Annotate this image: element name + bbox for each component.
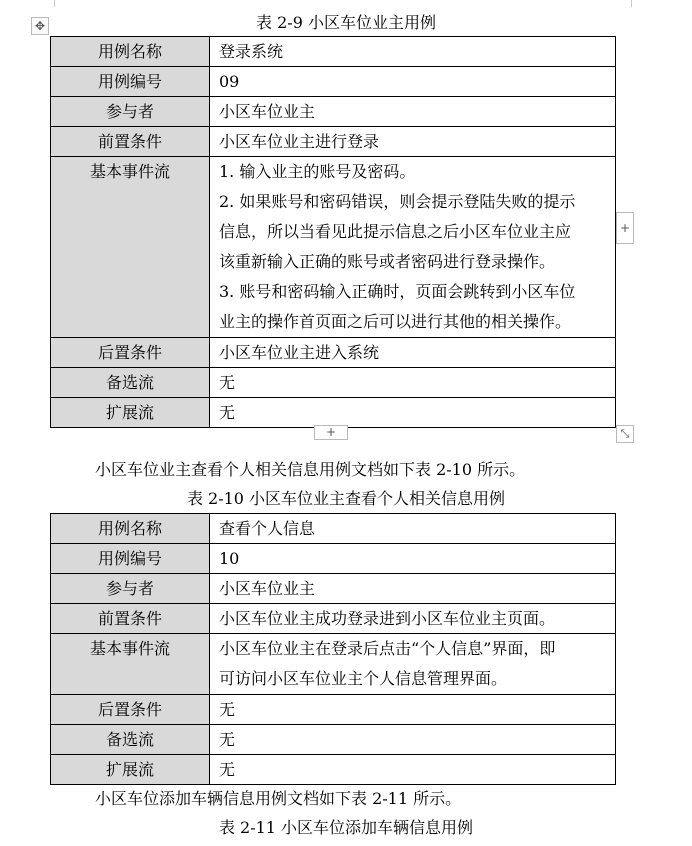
flow-line: 可访问小区车位业主个人信息管理界面。 bbox=[219, 669, 508, 688]
table-cell-value[interactable]: 无 bbox=[210, 725, 616, 755]
table-row bbox=[51, 725, 616, 755]
table-cell-value[interactable]: 小区车位业主 bbox=[210, 97, 616, 127]
table1-use-case bbox=[50, 36, 616, 428]
table-cell-label[interactable]: 备选流 bbox=[51, 368, 210, 398]
table3-caption: 表 2-11 小区车位添加车辆信息用例 bbox=[218, 818, 474, 837]
table-cell-value[interactable]: 10 bbox=[210, 544, 616, 574]
table-cell-label[interactable]: 扩展流 bbox=[51, 398, 210, 428]
table-row bbox=[51, 398, 616, 428]
table-cell-label[interactable]: 备选流 bbox=[51, 725, 210, 755]
table-cell-value[interactable]: 小区车位业主进入系统 bbox=[210, 338, 616, 368]
table-cell-label[interactable]: 基本事件流 bbox=[51, 157, 210, 338]
table-cell-value[interactable]: 小区车位业主进行登录 bbox=[210, 127, 616, 157]
table-cell-label[interactable]: 参与者 bbox=[51, 97, 210, 127]
table-row bbox=[51, 37, 616, 67]
table-cell-label[interactable]: 用例编号 bbox=[51, 544, 210, 574]
table-cell-value[interactable]: 小区车位业主 bbox=[210, 574, 616, 604]
table-cell-value[interactable]: 09 bbox=[210, 67, 616, 97]
table-cell-label[interactable]: 后置条件 bbox=[51, 338, 210, 368]
table-row bbox=[51, 368, 616, 398]
body-paragraph: 小区车位添加车辆信息用例文档如下表 2-11 所示。 bbox=[95, 789, 462, 808]
table-row bbox=[51, 634, 616, 695]
table-row bbox=[51, 544, 616, 574]
page-corner-mark-left bbox=[54, 0, 55, 7]
table-cell-value[interactable] bbox=[210, 634, 616, 695]
table-row bbox=[51, 338, 616, 368]
table-resize-handle-icon[interactable]: ⤡ bbox=[616, 425, 634, 443]
table-row bbox=[51, 604, 616, 634]
table-cell-value[interactable]: 登录系统 bbox=[210, 37, 616, 67]
table-cell-label[interactable]: 前置条件 bbox=[51, 604, 210, 634]
table-cell-label[interactable]: 用例编号 bbox=[51, 67, 210, 97]
flow-line: 信息，所以当看见此提示信息之后小区车位业主应 bbox=[219, 222, 572, 241]
table-cell-value[interactable]: 无 bbox=[210, 755, 616, 785]
table2-use-case bbox=[50, 513, 616, 785]
table1-caption: 表 2-9 小区车位业主用例 bbox=[256, 13, 436, 32]
table-row bbox=[51, 97, 616, 127]
table2-caption: 表 2-10 小区车位业主查看个人相关信息用例 bbox=[186, 489, 506, 508]
body-paragraph: 小区车位业主查看个人相关信息用例文档如下表 2-10 所示。 bbox=[95, 460, 526, 479]
table-cell-value[interactable]: 小区车位业主成功登录进到小区车位业主页面。 bbox=[210, 604, 616, 634]
table-row bbox=[51, 514, 616, 544]
table-cell-value[interactable]: 无 bbox=[210, 368, 616, 398]
flow-line: 3. 账号和密码输入正确时，页面会跳转到小区车位 bbox=[219, 282, 576, 301]
flow-line: 2. 如果账号和密码错误，则会提示登陆失败的提示 bbox=[219, 192, 576, 211]
table-row bbox=[51, 695, 616, 725]
table-cell-label[interactable]: 参与者 bbox=[51, 574, 210, 604]
table-cell-value[interactable]: 查看个人信息 bbox=[210, 514, 616, 544]
table-cell-label[interactable]: 用例名称 bbox=[51, 514, 210, 544]
table-cell-label[interactable]: 用例名称 bbox=[51, 37, 210, 67]
table-cell-value[interactable]: 无 bbox=[210, 398, 616, 428]
table-row bbox=[51, 574, 616, 604]
flow-line: 小区车位业主在登录后点击“个人信息”界面，即 bbox=[219, 639, 556, 658]
table-row bbox=[51, 67, 616, 97]
table-cell-value[interactable] bbox=[210, 157, 616, 338]
table-row bbox=[51, 157, 616, 338]
flow-line: 该重新输入正确的账号或者密码进行登录操作。 bbox=[219, 252, 556, 271]
add-row-button[interactable]: + bbox=[314, 425, 348, 440]
table-cell-label[interactable]: 前置条件 bbox=[51, 127, 210, 157]
table-cell-label[interactable]: 扩展流 bbox=[51, 755, 210, 785]
flow-line: 1. 输入业主的账号及密码。 bbox=[219, 162, 416, 181]
add-column-button[interactable]: + bbox=[616, 212, 634, 244]
table-row bbox=[51, 127, 616, 157]
table-cell-value[interactable]: 无 bbox=[210, 695, 616, 725]
page-corner-mark-right bbox=[631, 0, 632, 7]
flow-line: 业主的操作首页面之后可以进行其他的相关操作。 bbox=[219, 312, 572, 331]
table-move-handle-icon[interactable]: ✥ bbox=[31, 17, 49, 35]
table-cell-label[interactable]: 基本事件流 bbox=[51, 634, 210, 695]
table-cell-label[interactable]: 后置条件 bbox=[51, 695, 210, 725]
table-row bbox=[51, 755, 616, 785]
